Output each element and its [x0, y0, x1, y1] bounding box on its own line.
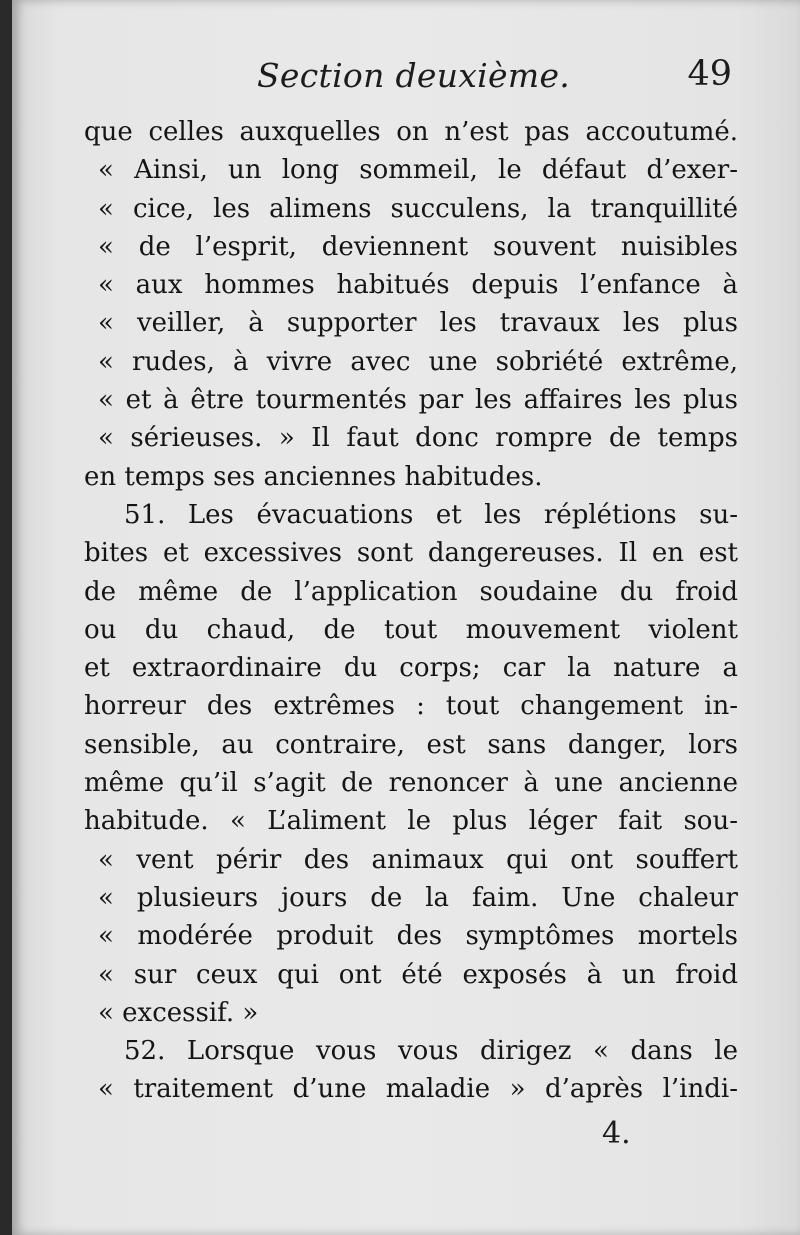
- text-line: « aux hommes habitués depuis l’enfance à: [98, 270, 738, 301]
- text-line: sensible, au contraire, est sans danger, lors: [84, 729, 738, 760]
- text-line: « Ainsi, un long sommeil, le défaut d’exer-: [98, 155, 738, 186]
- page-number: 49: [687, 54, 732, 94]
- text-line: « plusieurs jours de la faim. Une chaleur: [98, 882, 738, 913]
- text-line: horreur des extrêmes : tout changement in-: [84, 691, 738, 722]
- text-line: « traitement d’une maladie » d’après l’indi-: [98, 1074, 738, 1105]
- book-page: [12, 0, 800, 1235]
- text-line: « cice, les alimens succulens, la tranquillité: [98, 193, 738, 224]
- text-line: ou du chaud, de tout mouvement violent: [84, 614, 738, 645]
- text-line: « excessif. »: [98, 997, 259, 1028]
- text-line: « de l’esprit, deviennent souvent nuisibles: [98, 231, 738, 262]
- text-line: « sur ceux qui ont été exposés à un froid: [98, 959, 738, 990]
- body-text: [84, 113, 738, 1109]
- page-header: [12, 48, 800, 108]
- text-line: 52. Lorsque vous vous dirigez « dans le: [124, 1036, 738, 1067]
- text-line: « sérieuses. » Il faut donc rompre de temps: [98, 423, 738, 454]
- text-line: habitude. « L’aliment le plus léger fait sou-: [84, 806, 738, 837]
- text-line: 51. Les évacuations et les réplétions su-: [124, 499, 738, 530]
- text-line: de même de l’application soudaine du froid: [84, 576, 738, 607]
- text-line: en temps ses anciennes habitudes.: [84, 461, 543, 492]
- running-title: Section deuxième.: [257, 56, 571, 95]
- text-line: « vent périr des animaux qui ont souffert: [98, 844, 738, 875]
- text-line: « modérée produit des symptômes mortels: [98, 921, 738, 952]
- text-line: « veiller, à supporter les travaux les plus: [98, 308, 738, 339]
- text-line: « rudes, à vivre avec une sobriété extrême,: [98, 346, 738, 377]
- text-line: « et à être tourmentés par les affaires les plus: [98, 385, 738, 416]
- text-line: que celles auxquelles on n’est pas accoutumé.: [84, 117, 738, 147]
- text-line: même qu’il s’agit de renoncer à une ancienne: [84, 768, 738, 799]
- signature-mark: 4.: [602, 1116, 631, 1151]
- text-line: bites et excessives sont dangereuses. Il en est: [84, 538, 738, 569]
- text-line: et extraordinaire du corps; car la nature a: [84, 653, 738, 684]
